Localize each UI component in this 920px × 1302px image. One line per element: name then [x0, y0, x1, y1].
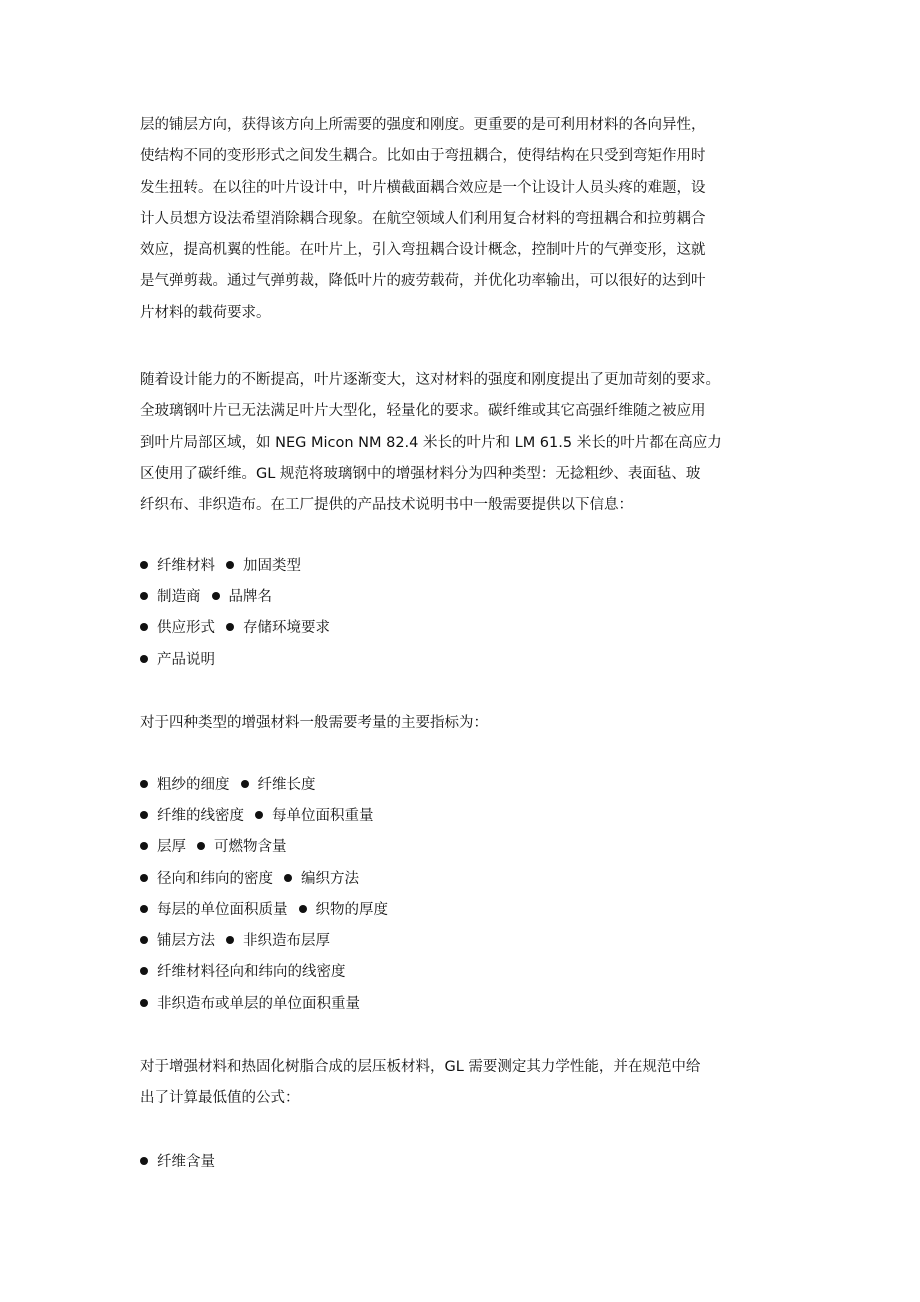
list-item — [140, 900, 388, 920]
list-item-text: 每层的单位面积质量 — [157, 902, 288, 918]
list-item-text: 纤维的线密度 — [157, 808, 244, 824]
bullet-icon — [226, 561, 234, 569]
bullet-icon — [140, 874, 148, 882]
bullet-icon — [140, 592, 148, 600]
bullet-icon — [255, 811, 263, 819]
list-item-text: 层厚 — [157, 839, 186, 855]
list-item — [140, 806, 374, 826]
list-item-text: 纤维含量 — [157, 1154, 215, 1170]
text-line: 使结构不同的变形形式之间发生耦合。比如由于弯扭耦合，使得结构在只受到弯矩作用时 — [140, 148, 706, 165]
text-line: 纤织布、非织造布。在工厂提供的产品技术说明书中一般需要提供以下信息： — [140, 497, 633, 514]
bullet-icon — [197, 842, 205, 850]
bullet-icon — [284, 874, 292, 882]
list-item — [140, 556, 301, 576]
list-item-text: 纤维材料径向和纬向的线密度 — [157, 964, 346, 980]
text-line: 全玻璃钢叶片已无法满足叶片大型化，轻量化的要求。碳纤维或其它高强纤维随之被应用 — [140, 403, 706, 420]
list-item — [140, 618, 330, 638]
paragraph-composite-coupling — [140, 110, 790, 329]
list-item — [140, 1152, 215, 1172]
text-line: 效应，提高机翼的性能。在叶片上，引入弯扭耦合设计概念，控制叶片的气弹变形，这就 — [140, 242, 706, 259]
list-item — [140, 650, 215, 670]
text-line: 对于增强材料和热固化树脂合成的层压板材料，GL 需要测定其力学性能，并在规范中给 — [140, 1059, 701, 1075]
bullet-icon — [140, 623, 148, 631]
list-item-text: 供应形式 — [157, 620, 215, 636]
list-item-text: 编织方法 — [301, 871, 359, 887]
text-line: 到叶片局部区域，如 NEG Micon NM 82.4 米长的叶片和 LM 61.5 米长的叶片都在高应力 — [140, 434, 722, 451]
list-item — [140, 931, 330, 951]
list-item-text: 每单位面积重量 — [272, 808, 374, 824]
paragraph-laminate-properties — [140, 1052, 790, 1115]
bullet-icon — [299, 905, 307, 913]
bullet-icon — [140, 842, 148, 850]
bullet-icon — [140, 780, 148, 788]
list-item — [140, 962, 346, 982]
list-item-text: 织物的厚度 — [315, 902, 388, 918]
bullet-icon — [140, 999, 148, 1007]
list-item — [140, 869, 359, 889]
text-line: 随着设计能力的不断提高，叶片逐渐变大，这对材料的强度和刚度提出了更加苛刻的要求。 — [140, 372, 720, 388]
paragraph-reinforcement-materials — [140, 365, 790, 521]
bullet-icon — [140, 655, 148, 663]
bullet-icon — [140, 905, 148, 913]
text-line: 对于四种类型的增强材料一般需要考量的主要指标为： — [140, 715, 488, 731]
text-line: 片材料的载荷要求。 — [140, 304, 271, 321]
list-item-text: 存储环境要求 — [243, 620, 330, 636]
text-line: 发生扭转。在以往的叶片设计中，叶片横截面耦合效应是一个让设计人员头疼的难题，设 — [140, 179, 706, 196]
bullet-icon — [212, 592, 220, 600]
list-item-text: 可燃物含量 — [214, 839, 287, 855]
list-item — [140, 587, 272, 607]
bullet-icon — [140, 967, 148, 975]
text-line: 层的铺层方向，获得该方向上所需要的强度和刚度。更重要的是可利用材料的各向异性， — [140, 117, 706, 133]
bullet-icon — [226, 623, 234, 631]
list-item-text: 非织造布或单层的单位面积重量 — [157, 996, 360, 1012]
list-item — [140, 775, 316, 795]
list-item-text: 非织造布层厚 — [243, 933, 330, 949]
list-item-text: 制造商 — [157, 589, 201, 605]
list-item-text: 纤维长度 — [257, 777, 316, 793]
list-item-text: 径向和纬向的密度 — [157, 871, 273, 887]
bullet-icon — [140, 561, 148, 569]
text-line: 出了计算最低值的公式： — [140, 1090, 300, 1107]
bullet-icon — [140, 811, 148, 819]
text-line: 区使用了碳纤维。GL 规范将玻璃钢中的增强材料分为四种类型：无捻粗纱、表面毡、玻 — [140, 465, 701, 482]
list-item — [140, 994, 360, 1014]
bullet-icon — [226, 936, 234, 944]
bullet-icon — [140, 936, 148, 944]
text-line: 是气弹剪裁。通过气弹剪裁，降低叶片的疲劳载荷，并优化功率输出，可以很好的达到叶 — [140, 273, 706, 290]
bullet-icon — [241, 780, 249, 788]
list-item-text: 加固类型 — [243, 558, 301, 574]
list-item-text: 粗纱的细度 — [157, 777, 230, 793]
list-item — [140, 837, 287, 857]
paragraph-indicators-intro — [140, 708, 790, 739]
list-item-text: 品牌名 — [228, 589, 272, 605]
list-item-text: 产品说明 — [157, 652, 215, 668]
list-item-text: 铺层方法 — [157, 933, 215, 949]
bullet-icon — [140, 1157, 148, 1165]
text-line: 计人员想方设法希望消除耦合现象。在航空领域人们利用复合材料的弯扭耦合和拉剪耦合 — [140, 210, 706, 227]
list-item-text: 纤维材料 — [157, 558, 215, 574]
